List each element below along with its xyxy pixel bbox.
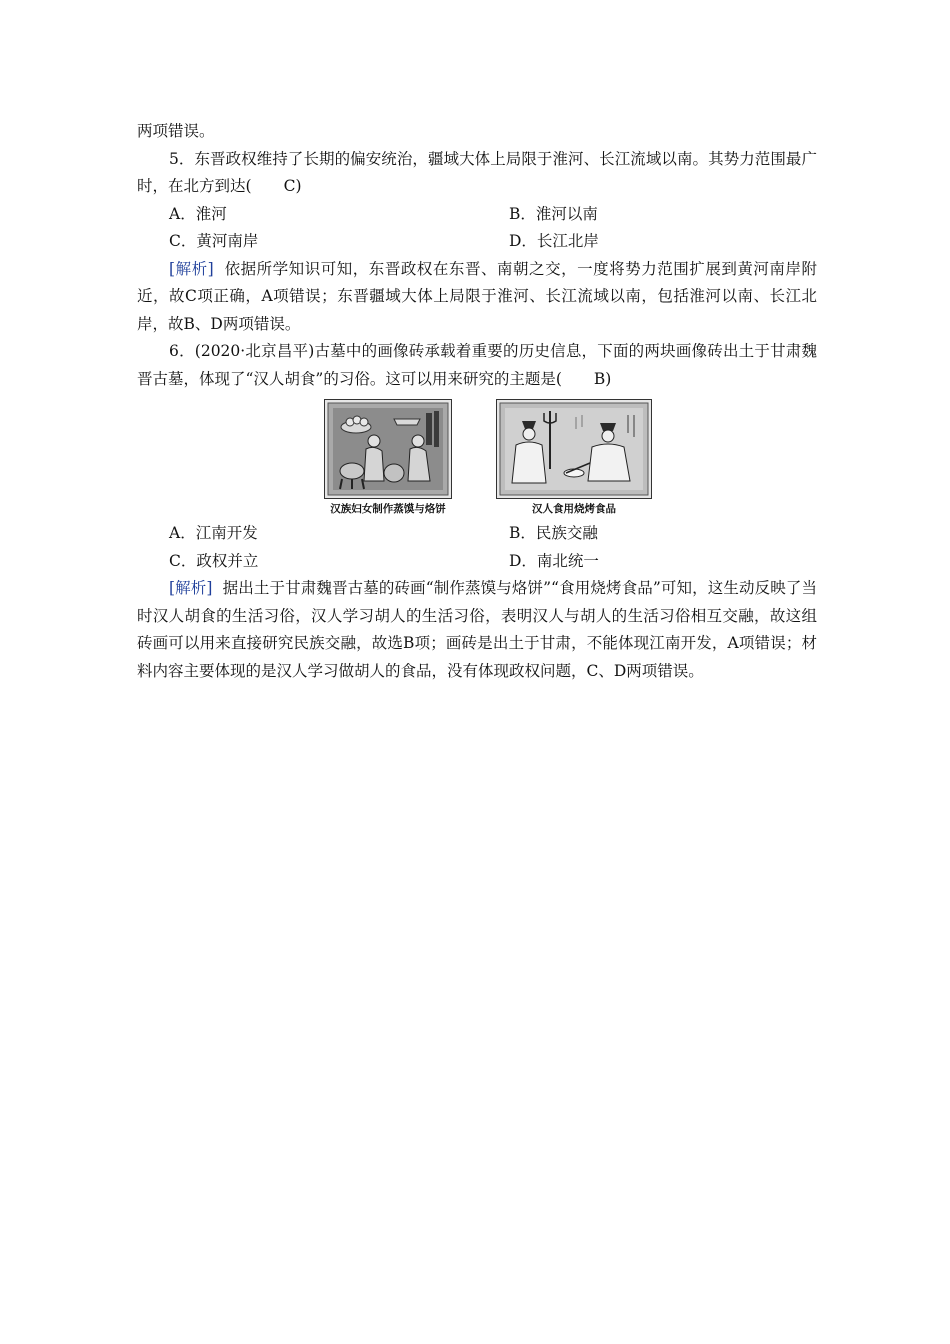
question-5-option-d: D．长江北岸: [509, 232, 599, 250]
question-6-stem-text: 6．(2020·北京昌平)古墓中的画像砖承载着重要的历史信息，下面的两块画像砖出土于甘肃魏晋古墓，体现了“汉人胡食”的习俗。这可以用来研究的主题是(: [137, 342, 817, 388]
question-6-options-row-2: [137, 548, 817, 576]
page-content: [137, 118, 817, 685]
question-6-option-c: C．政权并立: [169, 551, 259, 570]
brick-figures: [159, 399, 817, 516]
question-6-analysis-tag: [解析]: [169, 579, 213, 597]
question-5-options-row-2: [137, 228, 817, 256]
brick-figure-1: [324, 399, 452, 516]
question-6-answer: B: [593, 369, 606, 388]
question-5-option-b: B．淮河以南: [509, 204, 598, 223]
question-6-analysis-text: 据出土于甘肃魏晋古墓的砖画“制作蒸馍与烙饼”“食用烧烤食品”可知，这生动反映了当时汉人胡食的生活习俗，汉人学习胡人的生活习俗，表明汉人与胡人的生活习俗相互交融，故这组砖画可以用来直接研究民族交融，故选B项；画砖是出土于甘肃，不能体现江南开发，A项错误；材料内容主要体现的是汉人学习做胡人的食品，没有体现政权问题，C、D两项错误。: [137, 579, 817, 680]
question-5-options-row-1: [137, 201, 817, 229]
question-5-analysis-tag: [解析]: [169, 259, 214, 278]
question-5-stem-text: 5．东晋政权维持了长期的偏安统治，疆域大体上局限于淮河、长江流域以南。其势力范围最广时，在北方到达(: [137, 149, 817, 195]
question-5-stem: [137, 146, 817, 201]
question-6-analysis: [137, 575, 817, 685]
question-5: [137, 146, 817, 339]
question-5-option-c: C．黄河南岸: [169, 232, 259, 250]
question-5-answer: C: [283, 177, 296, 195]
question-5-analysis-text: 依据所学知识可知，东晋政权在东晋、南朝之交，一度将势力范围扩展到黄河南岸附近，故C项正确，A项错误；东晋疆域大体上局限于淮河、长江流域以南，包括淮河以南、长江北岸，故B、D两项错误。: [137, 259, 817, 333]
question-5-close-paren: ): [295, 177, 302, 195]
brick-figure-1-caption: 汉族妇女制作蒸馍与烙饼: [330, 503, 446, 515]
question-5-analysis: [137, 256, 817, 339]
brick-figure-2-caption: 汉人食用烧烤食品: [532, 503, 616, 515]
question-6: [137, 338, 817, 685]
brick-painting-eating-roast-image: [496, 399, 652, 499]
question-6-stem: [137, 338, 817, 393]
brick-figure-2: [496, 399, 652, 516]
question-5-option-a: A．淮河: [169, 204, 227, 223]
question-6-close-paren: ): [605, 369, 612, 388]
question-6-option-a: A．江南开发: [169, 524, 258, 542]
question-6-option-b: B．民族交融: [509, 524, 598, 542]
question-6-options-row-1: [137, 520, 817, 548]
previous-answer-tail: 两项错误。: [137, 122, 215, 140]
brick-painting-women-cooking-image: [324, 399, 452, 499]
question-6-option-d: D．南北统一: [509, 551, 599, 570]
